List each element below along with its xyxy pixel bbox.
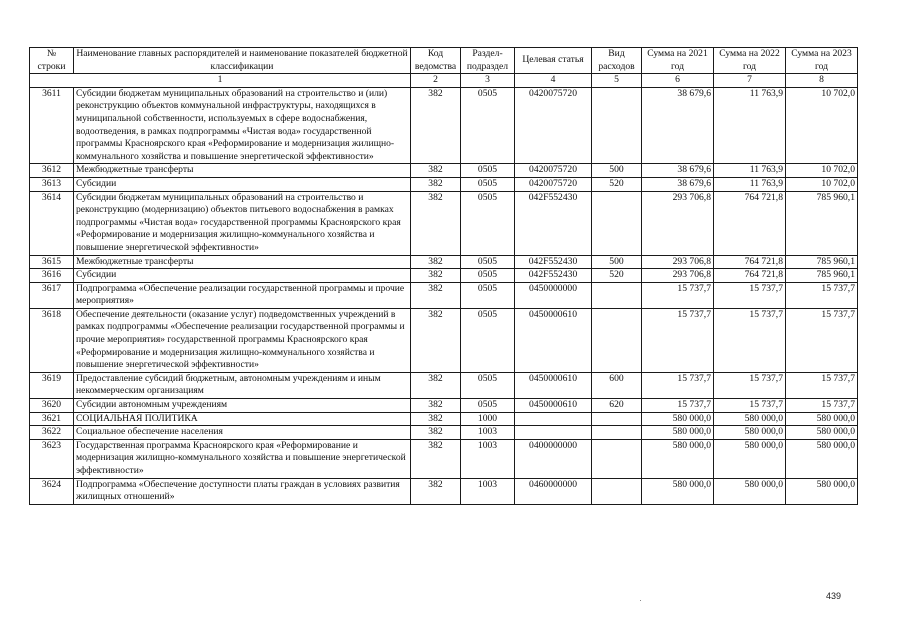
table-row xyxy=(30,308,858,372)
target-article-cell: 0460000000 xyxy=(515,478,592,504)
expense-type-cell: 500 xyxy=(592,164,642,178)
column-number: 1 xyxy=(30,74,411,88)
ved-code-cell: 382 xyxy=(411,308,461,372)
row-name-cell: Обеспечение деятельности (оказание услуг) подведомственных учреждений в рамках подпрограммы «Обеспечение реализации государственной программы и прочие мероприятия» государственной программы Красноярского края «Реформирование и модернизация жилищно-коммунального хозяйства и повышение энергетической эффективности» xyxy=(74,308,411,372)
sum-2023-cell: 15 737,7 xyxy=(786,282,858,308)
sum-2023-cell: 580 000,0 xyxy=(786,478,858,504)
row-name-cell: Субсидии бюджетам муниципальных образований на строительство и (или) реконструкцию объектов коммунальной инфраструктуры, находящихся в муниципальной собственности, используемых в сфере водоснабжения, водоотведения, в рамках подпрограммы «Чистая вода» государственной программы Красноярского края «Реформирование и модернизация жилищно-коммунального хозяйства и повышение энергетической эффективности» xyxy=(74,87,411,164)
row-number-cell: 3624 xyxy=(30,478,74,504)
razdel-cell: 1003 xyxy=(461,478,515,504)
target-article-cell: 0450000000 xyxy=(515,282,592,308)
row-name-cell: Субсидии автономным учреждениям xyxy=(74,399,411,413)
razdel-cell: 0505 xyxy=(461,282,515,308)
column-number: 2 xyxy=(411,74,461,88)
row-number-cell: 3613 xyxy=(30,177,74,191)
table-row xyxy=(30,439,858,478)
row-number-cell: 3622 xyxy=(30,426,74,440)
column-number: 6 xyxy=(642,74,714,88)
target-article-cell xyxy=(515,412,592,426)
column-number: 5 xyxy=(592,74,642,88)
expense-type-cell xyxy=(592,426,642,440)
budget-table xyxy=(29,47,858,505)
sum-2021-cell: 15 737,7 xyxy=(642,399,714,413)
row-name-cell: Социальное обеспечение населения xyxy=(74,426,411,440)
row-name-cell: Межбюджетные трансферты xyxy=(74,164,411,178)
expense-type-cell: 520 xyxy=(592,177,642,191)
razdel-cell: 1003 xyxy=(461,426,515,440)
row-name-cell: Подпрограмма «Обеспечение доступности платы граждан в условиях развития жилищных отношений» xyxy=(74,478,411,504)
row-number-cell: 3611 xyxy=(30,87,74,164)
ved-code-cell: 382 xyxy=(411,87,461,164)
razdel-cell: 0505 xyxy=(461,372,515,398)
sum-2022-cell: 15 737,7 xyxy=(714,308,786,372)
sum-2022-cell: 15 737,7 xyxy=(714,372,786,398)
ved-code-cell: 382 xyxy=(411,399,461,413)
row-number-cell: 3614 xyxy=(30,191,74,255)
sum-2021-cell: 580 000,0 xyxy=(642,478,714,504)
header-target-article: Целевая статья xyxy=(515,48,592,74)
sum-2023-cell: 580 000,0 xyxy=(786,412,858,426)
ved-code-cell: 382 xyxy=(411,164,461,178)
sum-2022-cell: 580 000,0 xyxy=(714,412,786,426)
sum-2022-cell: 764 721,8 xyxy=(714,255,786,269)
sum-2021-cell: 580 000,0 xyxy=(642,439,714,478)
column-number: 3 xyxy=(461,74,515,88)
ved-code-cell: 382 xyxy=(411,255,461,269)
row-number-cell: 3619 xyxy=(30,372,74,398)
table-row xyxy=(30,412,858,426)
sum-2021-cell: 38 679,6 xyxy=(642,164,714,178)
table-row xyxy=(30,282,858,308)
sum-2022-cell: 764 721,8 xyxy=(714,191,786,255)
expense-type-cell xyxy=(592,282,642,308)
target-article-cell xyxy=(515,426,592,440)
target-article-cell: 042F552430 xyxy=(515,191,592,255)
row-number-cell: 3618 xyxy=(30,308,74,372)
table-row xyxy=(30,399,858,413)
sum-2023-cell: 15 737,7 xyxy=(786,399,858,413)
header-name: Наименование главных распорядителей и наименование показателей бюджетной классификации xyxy=(74,48,411,74)
table-row xyxy=(30,269,858,283)
sum-2021-cell: 15 737,7 xyxy=(642,308,714,372)
sum-2022-cell: 11 763,9 xyxy=(714,87,786,164)
scan-speck xyxy=(640,600,641,601)
row-name-cell: Подпрограмма «Обеспечение реализации государственной программы и прочие мероприятия» xyxy=(74,282,411,308)
ved-code-cell: 382 xyxy=(411,177,461,191)
razdel-cell: 0505 xyxy=(461,399,515,413)
razdel-cell: 0505 xyxy=(461,308,515,372)
table-row xyxy=(30,372,858,398)
sum-2021-cell: 15 737,7 xyxy=(642,282,714,308)
row-name-cell: Предоставление субсидий бюджетным, автономным учреждениям и иным некоммерческим организациям xyxy=(74,372,411,398)
razdel-cell: 0505 xyxy=(461,255,515,269)
target-article-cell: 0420075720 xyxy=(515,177,592,191)
table-row xyxy=(30,478,858,504)
sum-2022-cell: 580 000,0 xyxy=(714,426,786,440)
sum-2022-cell: 764 721,8 xyxy=(714,269,786,283)
target-article-cell: 0450000610 xyxy=(515,308,592,372)
row-name-cell: Субсидии xyxy=(74,177,411,191)
sum-2023-cell: 580 000,0 xyxy=(786,439,858,478)
sum-2023-cell: 15 737,7 xyxy=(786,372,858,398)
row-name-cell: Субсидии xyxy=(74,269,411,283)
column-number: 4 xyxy=(515,74,592,88)
target-article-cell: 0420075720 xyxy=(515,87,592,164)
table-row xyxy=(30,255,858,269)
table-row xyxy=(30,191,858,255)
table-row xyxy=(30,87,858,164)
ved-code-cell: 382 xyxy=(411,372,461,398)
target-article-cell: 0400000000 xyxy=(515,439,592,478)
row-number-cell: 3615 xyxy=(30,255,74,269)
row-number-cell: 3617 xyxy=(30,282,74,308)
target-article-cell: 0450000610 xyxy=(515,372,592,398)
sum-2023-cell: 10 702,0 xyxy=(786,177,858,191)
row-number-cell: 3612 xyxy=(30,164,74,178)
column-number: 7 xyxy=(714,74,786,88)
sum-2022-cell: 11 763,9 xyxy=(714,177,786,191)
row-number-cell: 3620 xyxy=(30,399,74,413)
header-razdel: Раздел-подраздел xyxy=(461,48,515,74)
razdel-cell: 0505 xyxy=(461,87,515,164)
row-name-cell: Государственная программа Красноярского края «Реформирование и модернизация жилищно-коммунального хозяйства и повышение энергетической эффективности» xyxy=(74,439,411,478)
ved-code-cell: 382 xyxy=(411,478,461,504)
sum-2022-cell: 580 000,0 xyxy=(714,439,786,478)
sum-2022-cell: 15 737,7 xyxy=(714,399,786,413)
razdel-cell: 0505 xyxy=(461,191,515,255)
expense-type-cell xyxy=(592,439,642,478)
razdel-cell: 1003 xyxy=(461,439,515,478)
ved-code-cell: 382 xyxy=(411,426,461,440)
sum-2021-cell: 293 706,8 xyxy=(642,269,714,283)
razdel-cell: 0505 xyxy=(461,269,515,283)
target-article-cell: 0420075720 xyxy=(515,164,592,178)
expense-type-cell: 620 xyxy=(592,399,642,413)
sum-2023-cell: 785 960,1 xyxy=(786,191,858,255)
header-ved-code: Код ведомства xyxy=(411,48,461,74)
sum-2023-cell: 10 702,0 xyxy=(786,87,858,164)
sum-2021-cell: 293 706,8 xyxy=(642,191,714,255)
expense-type-cell xyxy=(592,87,642,164)
header-row-number: № строки xyxy=(30,48,74,74)
expense-type-cell xyxy=(592,308,642,372)
sum-2023-cell: 785 960,1 xyxy=(786,269,858,283)
row-number-cell: 3616 xyxy=(30,269,74,283)
target-article-cell: 042F552430 xyxy=(515,255,592,269)
table-body xyxy=(30,87,858,504)
table-row xyxy=(30,426,858,440)
sum-2023-cell: 580 000,0 xyxy=(786,426,858,440)
expense-type-cell: 520 xyxy=(592,269,642,283)
sum-2021-cell: 38 679,6 xyxy=(642,87,714,164)
table-row xyxy=(30,164,858,178)
ved-code-cell: 382 xyxy=(411,269,461,283)
header-expense-type: Вид расходов xyxy=(592,48,642,74)
row-number-cell: 3621 xyxy=(30,412,74,426)
expense-type-cell: 600 xyxy=(592,372,642,398)
ved-code-cell: 382 xyxy=(411,412,461,426)
ved-code-cell: 382 xyxy=(411,191,461,255)
ved-code-cell: 382 xyxy=(411,282,461,308)
sum-2021-cell: 15 737,7 xyxy=(642,372,714,398)
sum-2021-cell: 580 000,0 xyxy=(642,426,714,440)
razdel-cell: 0505 xyxy=(461,177,515,191)
razdel-cell: 0505 xyxy=(461,164,515,178)
expense-type-cell xyxy=(592,478,642,504)
sum-2023-cell: 10 702,0 xyxy=(786,164,858,178)
sum-2023-cell: 785 960,1 xyxy=(786,255,858,269)
sum-2021-cell: 580 000,0 xyxy=(642,412,714,426)
razdel-cell: 1000 xyxy=(461,412,515,426)
page-number: 439 xyxy=(826,591,842,601)
sum-2022-cell: 11 763,9 xyxy=(714,164,786,178)
target-article-cell: 0450000610 xyxy=(515,399,592,413)
row-name-cell: СОЦИАЛЬНАЯ ПОЛИТИКА xyxy=(74,412,411,426)
row-name-cell: Субсидии бюджетам муниципальных образований на строительство и реконструкцию (модернизацию) объектов питьевого водоснабжения в рамках подпрограммы «Чистая вода» государственной программы Красноярского края «Реформирование и модернизация жилищно-коммунального хозяйства и повышение энергетической эффективности» xyxy=(74,191,411,255)
ved-code-cell: 382 xyxy=(411,439,461,478)
table-row xyxy=(30,177,858,191)
sum-2023-cell: 15 737,7 xyxy=(786,308,858,372)
header-sum-2022: Сумма на 2022 год xyxy=(714,48,786,74)
target-article-cell: 042F552430 xyxy=(515,269,592,283)
expense-type-cell xyxy=(592,191,642,255)
header-sum-2023: Сумма на 2023 год xyxy=(786,48,858,74)
column-number: 8 xyxy=(786,74,858,88)
row-name-cell: Межбюджетные трансферты xyxy=(74,255,411,269)
row-number-cell: 3623 xyxy=(30,439,74,478)
sum-2022-cell: 580 000,0 xyxy=(714,478,786,504)
sum-2021-cell: 38 679,6 xyxy=(642,177,714,191)
expense-type-cell xyxy=(592,412,642,426)
sum-2021-cell: 293 706,8 xyxy=(642,255,714,269)
expense-type-cell: 500 xyxy=(592,255,642,269)
sum-2022-cell: 15 737,7 xyxy=(714,282,786,308)
header-sum-2021: Сумма на 2021 год xyxy=(642,48,714,74)
